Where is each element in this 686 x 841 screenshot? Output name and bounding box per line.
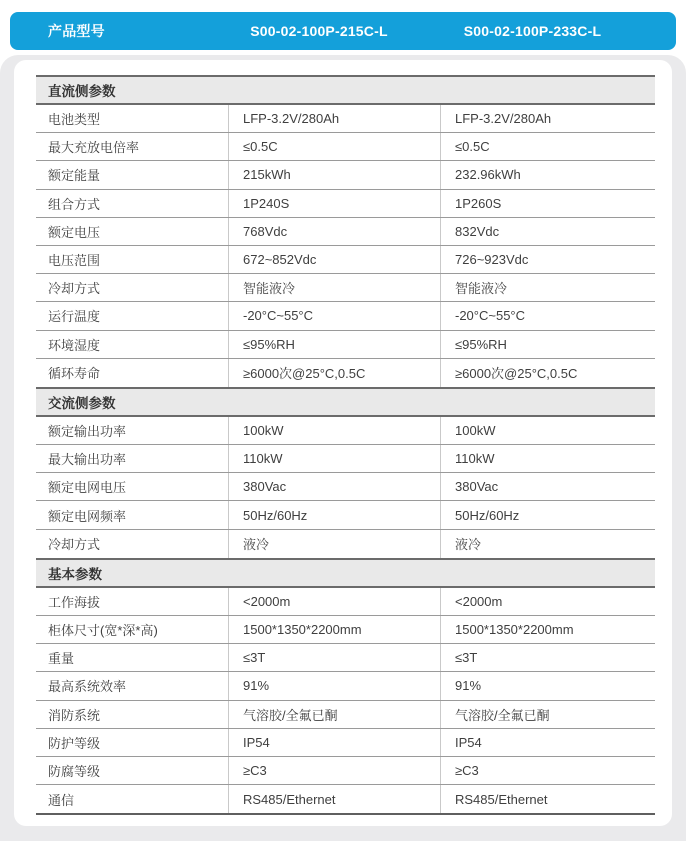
- model-name: S00-02-100P-233C-L: [463, 23, 602, 39]
- spec-value-cell-model-1: ≤3T: [228, 644, 440, 671]
- section-rows: [36, 588, 655, 814]
- spec-value-cell-model-2: 1P260S: [440, 190, 655, 217]
- spec-row: [36, 757, 655, 785]
- spec-label-cell: 电池类型: [48, 112, 101, 128]
- spec-value-cell-model-1: IP54: [228, 729, 440, 756]
- spec-row: [36, 190, 655, 218]
- model-name: S00-02-100P-215C-L: [250, 23, 388, 39]
- model-bar-grid: [10, 21, 676, 41]
- spec-label-cell: 防腐等级: [48, 764, 101, 780]
- model-name-column-2: [440, 23, 655, 39]
- spec-value-cell-model-2: 832Vdc: [440, 218, 655, 245]
- spec-value-cell-model-1: 768Vdc: [228, 218, 440, 245]
- spec-row: [36, 218, 655, 246]
- spec-value-cell-model-1: 110kW: [228, 445, 440, 472]
- spec-label-cell: 最大充放电倍率: [48, 140, 140, 156]
- section-rows: [36, 417, 655, 558]
- spec-label-cell: 工作海拔: [48, 594, 101, 610]
- section-title: 直流侧参数: [36, 75, 655, 105]
- spec-value-cell-model-2: 液冷: [440, 530, 655, 558]
- spec-value-cell-model-2: 232.96kWh: [440, 161, 655, 188]
- spec-value-cell-model-2: 1500*1350*2200mm: [440, 616, 655, 643]
- spec-value-cell-model-1: 50Hz/60Hz: [228, 501, 440, 528]
- spec-value-cell-model-1: 1500*1350*2200mm: [228, 616, 440, 643]
- spec-card: [14, 60, 672, 826]
- spec-value-cell-model-2: RS485/Ethernet: [440, 785, 655, 813]
- product-model-label: 产品型号: [48, 23, 105, 39]
- spec-value-cell-model-2: ≥C3: [440, 757, 655, 784]
- spec-section: [36, 75, 655, 387]
- section-title: 基本参数: [36, 558, 655, 588]
- spec-label-cell: 额定电压: [48, 224, 101, 240]
- spec-value-cell-model-2: ≤95%RH: [440, 331, 655, 358]
- spec-value-cell-model-1: RS485/Ethernet: [228, 785, 440, 813]
- spec-value-cell-model-2: 气溶胶/全氟已酮: [440, 701, 655, 728]
- spec-label-cell: 防护等级: [48, 735, 101, 751]
- spec-row: [36, 161, 655, 189]
- spec-label-cell: 额定能量: [48, 168, 101, 184]
- spec-label-cell: 运行温度: [48, 309, 101, 325]
- model-name-column-1: [228, 23, 440, 39]
- spec-value-cell-model-1: 380Vac: [228, 473, 440, 500]
- spec-label-cell: 额定电网电压: [48, 480, 127, 496]
- spec-label-cell: 额定电网频率: [48, 508, 127, 524]
- spec-value-cell-model-2: 50Hz/60Hz: [440, 501, 655, 528]
- spec-label-cell: 环境湿度: [48, 337, 101, 353]
- spec-row: [36, 274, 655, 302]
- spec-value-cell-model-2: 726~923Vdc: [440, 246, 655, 273]
- spec-value-cell-model-2: IP54: [440, 729, 655, 756]
- spec-label-cell: 消防系统: [48, 707, 101, 723]
- spec-row: [36, 644, 655, 672]
- spec-value-cell-model-1: 672~852Vdc: [228, 246, 440, 273]
- spec-value-cell-model-1: 215kWh: [228, 161, 440, 188]
- spec-row: [36, 445, 655, 473]
- spec-row: [36, 616, 655, 644]
- spec-row: [36, 246, 655, 274]
- spec-value-cell-model-2: LFP-3.2V/280Ah: [440, 105, 655, 132]
- spec-label-cell: 最高系统效率: [48, 679, 127, 695]
- product-model-header-bar: [10, 12, 676, 50]
- spec-row: [36, 417, 655, 445]
- spec-row: [36, 672, 655, 700]
- spec-label-cell: 最大输出功率: [48, 452, 127, 468]
- spec-value-cell-model-2: 380Vac: [440, 473, 655, 500]
- spec-value-cell-model-2: 91%: [440, 672, 655, 699]
- spec-row: [36, 729, 655, 757]
- spec-value-cell-model-1: ≤0.5C: [228, 133, 440, 160]
- spec-value-cell-model-1: ≥C3: [228, 757, 440, 784]
- spec-row: [36, 359, 655, 387]
- spec-row: [36, 133, 655, 161]
- spec-row: [36, 501, 655, 529]
- spec-label-cell: 电压范围: [48, 253, 101, 269]
- spec-label-cell: 通信: [48, 792, 75, 808]
- spec-value-cell-model-2: 110kW: [440, 445, 655, 472]
- spec-value-cell-model-2: 100kW: [440, 417, 655, 444]
- spec-label-cell: 组合方式: [48, 196, 101, 212]
- spec-row: [36, 785, 655, 813]
- spec-value-cell-model-1: ≥6000次@25°C,0.5C: [228, 359, 440, 387]
- spec-value-cell-model-1: 100kW: [228, 417, 440, 444]
- spec-value-cell-model-1: ≤95%RH: [228, 331, 440, 358]
- spec-value-cell-model-2: ≥6000次@25°C,0.5C: [440, 359, 655, 387]
- spec-label-cell: 循环寿命: [48, 366, 101, 382]
- spec-value-cell-model-1: -20°C~55°C: [228, 302, 440, 329]
- spec-value-cell-model-1: 智能液冷: [228, 274, 440, 301]
- spec-value-cell-model-1: LFP-3.2V/280Ah: [228, 105, 440, 132]
- spec-value-cell-model-1: 液冷: [228, 530, 440, 558]
- spec-row: [36, 701, 655, 729]
- spec-section: [36, 387, 655, 558]
- spec-value-cell-model-1: 1P240S: [228, 190, 440, 217]
- spec-value-cell-model-2: ≤3T: [440, 644, 655, 671]
- spec-label-cell: 重量: [48, 651, 75, 667]
- spec-row: [36, 105, 655, 133]
- spec-value-cell-model-1: <2000m: [228, 588, 440, 615]
- spec-label-cell: 额定输出功率: [48, 423, 127, 439]
- spec-label-cell: 柜体尺寸(宽*深*高): [48, 623, 158, 639]
- spec-row: [36, 302, 655, 330]
- spec-value-cell-model-2: 智能液冷: [440, 274, 655, 301]
- spec-value-cell-model-2: ≤0.5C: [440, 133, 655, 160]
- spec-value-cell-model-1: 91%: [228, 672, 440, 699]
- spec-section: [36, 558, 655, 814]
- spec-label-cell: 冷却方式: [48, 281, 101, 297]
- spec-value-cell-model-2: -20°C~55°C: [440, 302, 655, 329]
- spec-table: [36, 75, 655, 815]
- section-title: 交流侧参数: [36, 387, 655, 417]
- spec-row: [36, 473, 655, 501]
- spec-row: [36, 331, 655, 359]
- spec-value-cell-model-1: 气溶胶/全氟已酮: [228, 701, 440, 728]
- spec-label-cell: 冷却方式: [48, 537, 101, 553]
- section-rows: [36, 105, 655, 387]
- spec-value-cell-model-2: <2000m: [440, 588, 655, 615]
- spec-row: [36, 530, 655, 558]
- spec-row: [36, 588, 655, 616]
